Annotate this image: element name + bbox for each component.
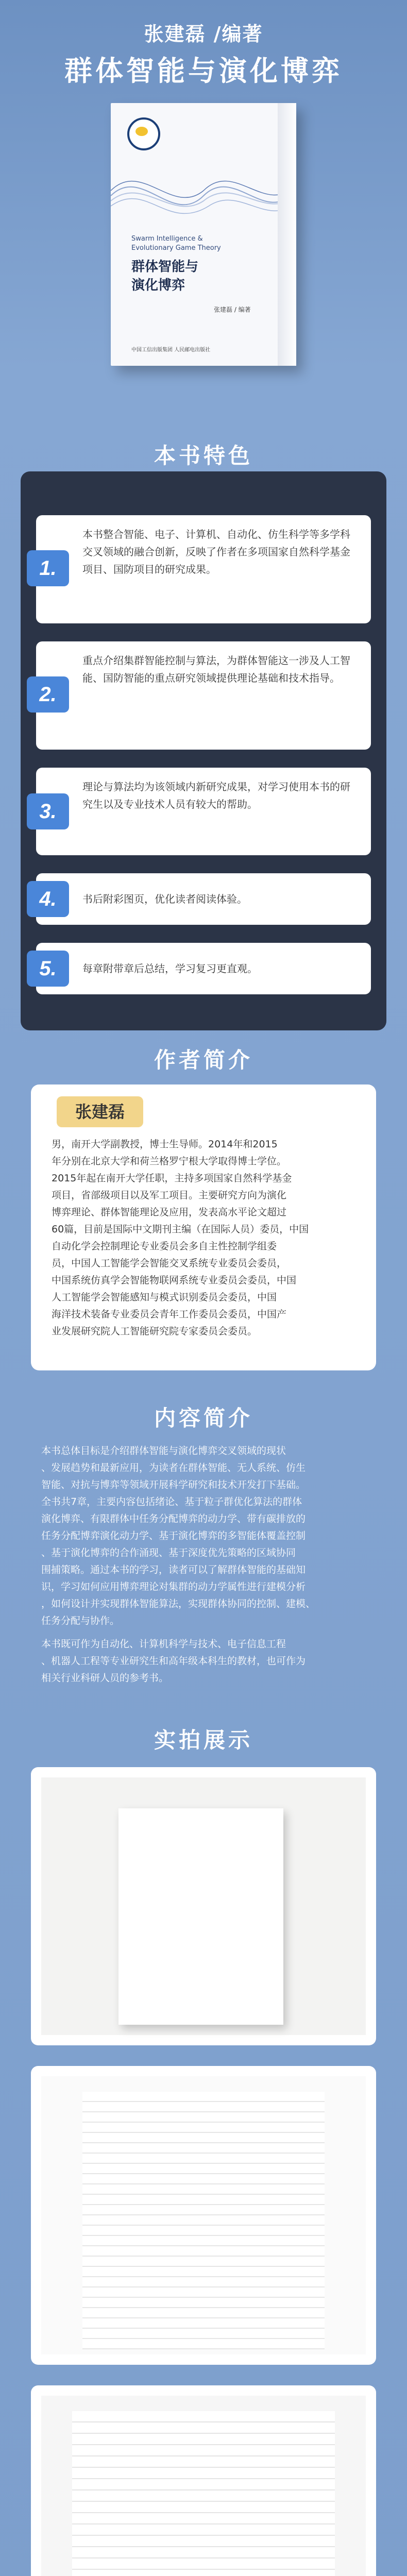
feature-item-4	[36, 873, 371, 925]
feature-text: 重点介绍集群智能控制与算法，为群体智能这一涉及人工智能、国防智能的重点研究领域提供理论基础和技术指导。	[82, 654, 350, 684]
feature-number: 5.	[27, 951, 69, 987]
feature-text: 书后附彩图页，优化读者阅读体验。	[82, 893, 247, 905]
feature-item-3	[36, 768, 371, 855]
author-bio: 男，南开大学副教授，博士生导师。2014年和2015 年分别在北京大学和荷兰格罗宁根大学取得博士学位。 2015年起在南开大学任职，主持多项国家自然科学基金 项目，省部级项目以及军工项目。主要研究方向为演化 博弈理论、群体智能理论及应用，发表高水平论文超过 60篇，目前是国际中文期刊主编（在国际人员）委员，中国 自动化学会控制理论专业委员会多自主性控制学组委 员，中国人工智能学会智能交叉系统专业委员会委员， 中国系统仿真学会智能物联网系统专业委员会委员，中国 人工智能学会智能感知与模式识别委员会委员，中国 海洋技术装备专业委员会青年工作委员会委员，中国产 业发展研究院人工智能研究院专家委员会委员。	[52, 1139, 309, 1337]
showcase-photo-contents	[31, 2066, 376, 2365]
cover-chinese-title: 群体智能与 演化博弈	[131, 259, 199, 293]
showcase-photo-page	[31, 2385, 376, 2576]
feature-number: 3.	[27, 793, 69, 829]
author-name-badge: 张建磊	[57, 1096, 143, 1127]
feature-item-1	[36, 515, 371, 623]
feature-text: 每章附带章后总结，学习复习更直观。	[82, 962, 258, 975]
feature-text: 本书整合智能、电子、计算机、自动化、仿生科学等多学科交叉领域的融合创新，反映了作者在多项国家自然科学基金项目、国防项目的研究成果。	[82, 528, 350, 575]
feature-item-5	[36, 943, 371, 994]
book-spine	[278, 103, 296, 366]
author-intro-title: 作者简介	[154, 1047, 253, 1073]
author-line: 张建磊 /编著	[144, 22, 263, 45]
publisher-logo-icon	[127, 117, 160, 150]
feature-item-2	[36, 641, 371, 750]
content-intro-title: 内容简介	[154, 1405, 253, 1431]
features-title: 本书特色	[154, 443, 253, 468]
cover-author: 张建磊 / 编著	[214, 306, 251, 313]
cover-english-title: Swarm Intelligence & Evolutionary Game Theory	[131, 235, 221, 252]
content-intro-text: 本书总体目标是介绍群体智能与演化博弈交叉领域的现状 、发展趋势和最新应用，为读者在群体智能、无人系统、仿生 智能、对抗与博弈等领域开展科学研究和技术开发打下基础。 全书共7章，主要内容包括绪论、基于粒子群优化算法的群体 演化博弈、有限群体中任务分配博弈的动力学、带有碳排放的 任务分配博弈演化动力学、基于演化博弈的多智能体覆盖控制 、基于演化博弈的合作涌现、基于深度优先策略的区域协同 围捕策略。通过本书的学习，读者可以了解群体智能的基础知 识，学习如何应用博弈理论对集群的动力学属性进行建模分析 ，如何设计并实现群体智能算法，实现群体协同的控制、建模、 任务分配与协作。 本书既可作为自动化、计算机科学与技术、电子信息工程 、机器人工程等专业研究生和高年级本科生的教材，也可作为 相关行业科研人员的参考书。	[41, 1445, 316, 1684]
showcase-title: 实拍展示	[154, 1727, 253, 1753]
cover-publisher: 中国工信出版集团 人民邮电出版社	[131, 347, 211, 353]
wave-decoration-icon	[111, 160, 296, 232]
feature-number: 1.	[27, 550, 69, 586]
feature-text: 理论与算法均为该领域内新研究成果，对学习使用本书的研究生以及专业技术人员有较大的帮助。	[82, 781, 350, 810]
showcase-photo-cover	[31, 1767, 376, 2045]
book-cover	[111, 103, 296, 366]
feature-number: 4.	[27, 881, 69, 917]
page-title: 群体智能与演化博弈	[64, 54, 343, 87]
feature-number: 2.	[27, 676, 69, 713]
